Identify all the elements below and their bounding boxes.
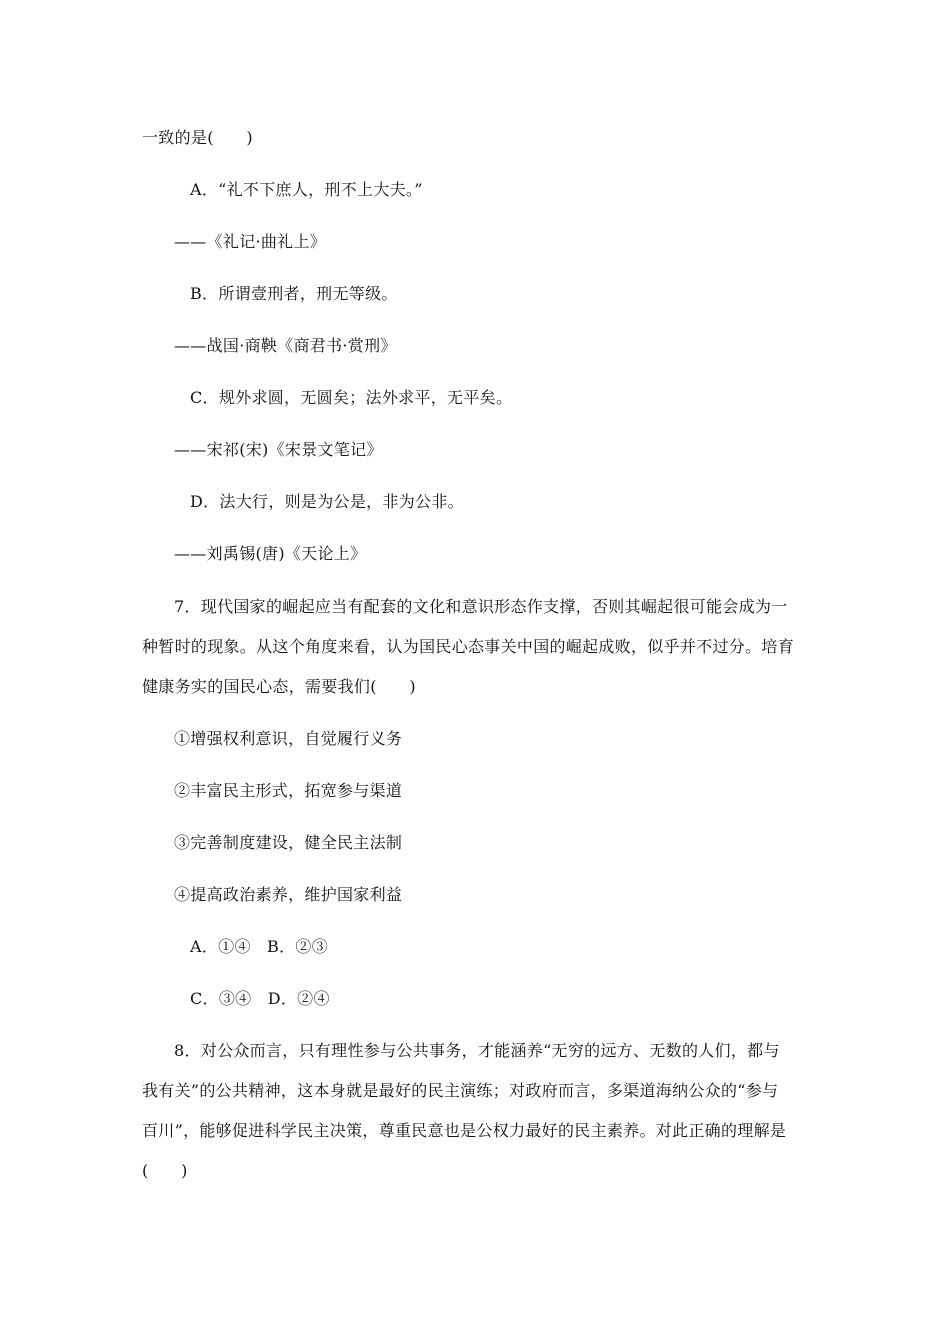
q6-option-d-source: ——刘禹锡(唐)《天论上》	[174, 544, 367, 563]
q7-stem-line-1: 7．现代国家的崛起应当有配套的文化和意识形态作支撑，否则其崛起很可能会成为一	[174, 597, 788, 616]
q7-choices-cd: C．③④ D．②④	[190, 989, 330, 1008]
q6-option-b: B．所谓壹刑者，刑无等级。	[190, 284, 398, 303]
q7-statement-2: ②丰富民主形式，拓宽参与渠道	[174, 781, 403, 800]
q7-stem-line-3: 健康务实的国民心态，需要我们( )	[142, 677, 416, 696]
q7-choices-ab: A．①④ B．②③	[190, 937, 329, 956]
q7-statement-1: ①增强权利意识，自觉履行义务	[174, 729, 403, 748]
q7-statement-3: ③完善制度建设，健全民主法制	[174, 833, 403, 852]
q8-stem-line-3: 百川”，能够促进科学民主决策，尊重民意也是公权力最好的民主素养。对此正确的理解是	[142, 1121, 787, 1140]
q6-option-d: D．法大行，则是为公是，非为公非。	[190, 492, 464, 511]
q6-option-b-source: ——战国·商鞅《商君书·赏刑》	[174, 336, 397, 355]
q6-option-c-source: ——宋祁(宋)《宋景文笔记》	[174, 440, 383, 459]
q7-statement-4: ④提高政治素养，维护国家利益	[174, 885, 403, 904]
q8-stem-line-1: 8．对公众而言，只有理性参与公共事务，才能涵养“无穷的远方、无数的人们，都与	[174, 1041, 780, 1060]
q6-option-c: C．规外求圆，无圆矣；法外求平，无平矣。	[190, 388, 513, 407]
q8-stem-line-4: ( )	[142, 1161, 188, 1180]
q8-stem-line-2: 我有关”的公共精神，这本身就是最好的民主演练；对政府而言，多渠道海纳公众的“参与	[142, 1081, 779, 1100]
q6-option-a: A．“礼不下庶人，刑不上大夫。”	[190, 180, 423, 199]
q6-option-a-source: ——《礼记·曲礼上》	[174, 232, 327, 251]
q7-stem-line-2: 种暂时的现象。从这个角度来看，认为国民心态事关中国的崛起成败，似乎并不过分。培育	[142, 637, 795, 656]
q6-stem-end: 一致的是( )	[142, 128, 253, 147]
